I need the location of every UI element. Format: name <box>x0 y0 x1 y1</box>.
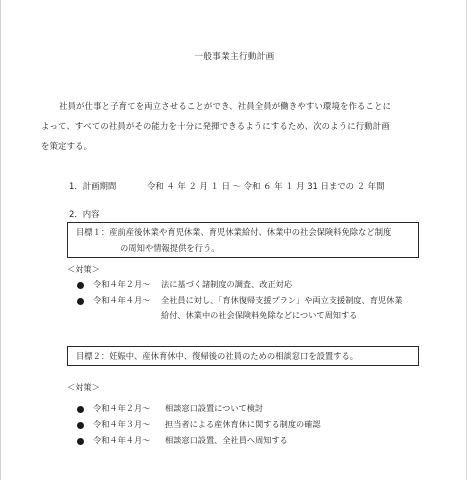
measure-date: 令和４年３月～ <box>93 419 151 429</box>
measure-date: 令和４年２月～ <box>93 403 151 413</box>
measure-date: 令和４年２月～ <box>93 279 151 289</box>
contents-heading: 2．内容 <box>69 209 100 219</box>
measures-label: ＜対策＞ <box>67 382 100 392</box>
plan-period-label: 1．計画期間 <box>69 181 117 191</box>
goal-box-1 <box>67 222 419 258</box>
measure-text: 相談窓口設置について検討 <box>165 403 264 413</box>
measure-text: 法に基づく諸制度の調査、改正対応 <box>161 279 293 289</box>
goal-text: 目標１：産前産後休業や育児休業、育児休業給付、休業中の社会保険料免除など制度 <box>76 227 392 237</box>
goal-box-2 <box>67 346 419 366</box>
intro-line: よって、すべての社員がその能力を十分に発揮できるようにするため、次のように行動計画 <box>41 121 390 131</box>
document-title: 一般事業主行動計画 <box>194 52 275 62</box>
measure-text: 相談窓口設置、全社員へ周知する <box>165 435 288 445</box>
bullet-icon <box>77 422 84 429</box>
goal-text: 目標２：妊娠中、産休育休中、復帰後の社員のための相談窓口を設置する。 <box>76 351 359 361</box>
intro-line: 社員が仕事と子育てを両立させることができ、社員全員が働きやすい環境を作ることに <box>59 101 392 111</box>
goal-text: の周知や情報提供を行う。 <box>120 243 220 253</box>
plan-period-value: 令和 ４ 年 ２ 月 １ 日 ～ 令和 ６ 年 １ 月 31 日までの ２ 年間 <box>147 181 385 191</box>
bullet-icon <box>77 438 84 445</box>
measures-label: ＜対策＞ <box>67 264 100 274</box>
measure-text: 担当者による産休育休に関する制度の確認 <box>165 419 321 429</box>
intro-line: を策定する。 <box>41 141 93 151</box>
measure-date: 令和４年４月～ <box>93 295 151 305</box>
bullet-icon <box>77 298 84 305</box>
measure-date: 令和４年４月～ <box>93 435 151 445</box>
bullet-icon <box>77 282 84 289</box>
bullet-icon <box>77 406 84 413</box>
measure-text: 全社員に対し、「育休復帰支援プラン」や両立支援制度、育児休業 <box>161 295 403 305</box>
measure-text: 給付、休業中の社会保険料免除などについて周知する <box>161 310 358 320</box>
